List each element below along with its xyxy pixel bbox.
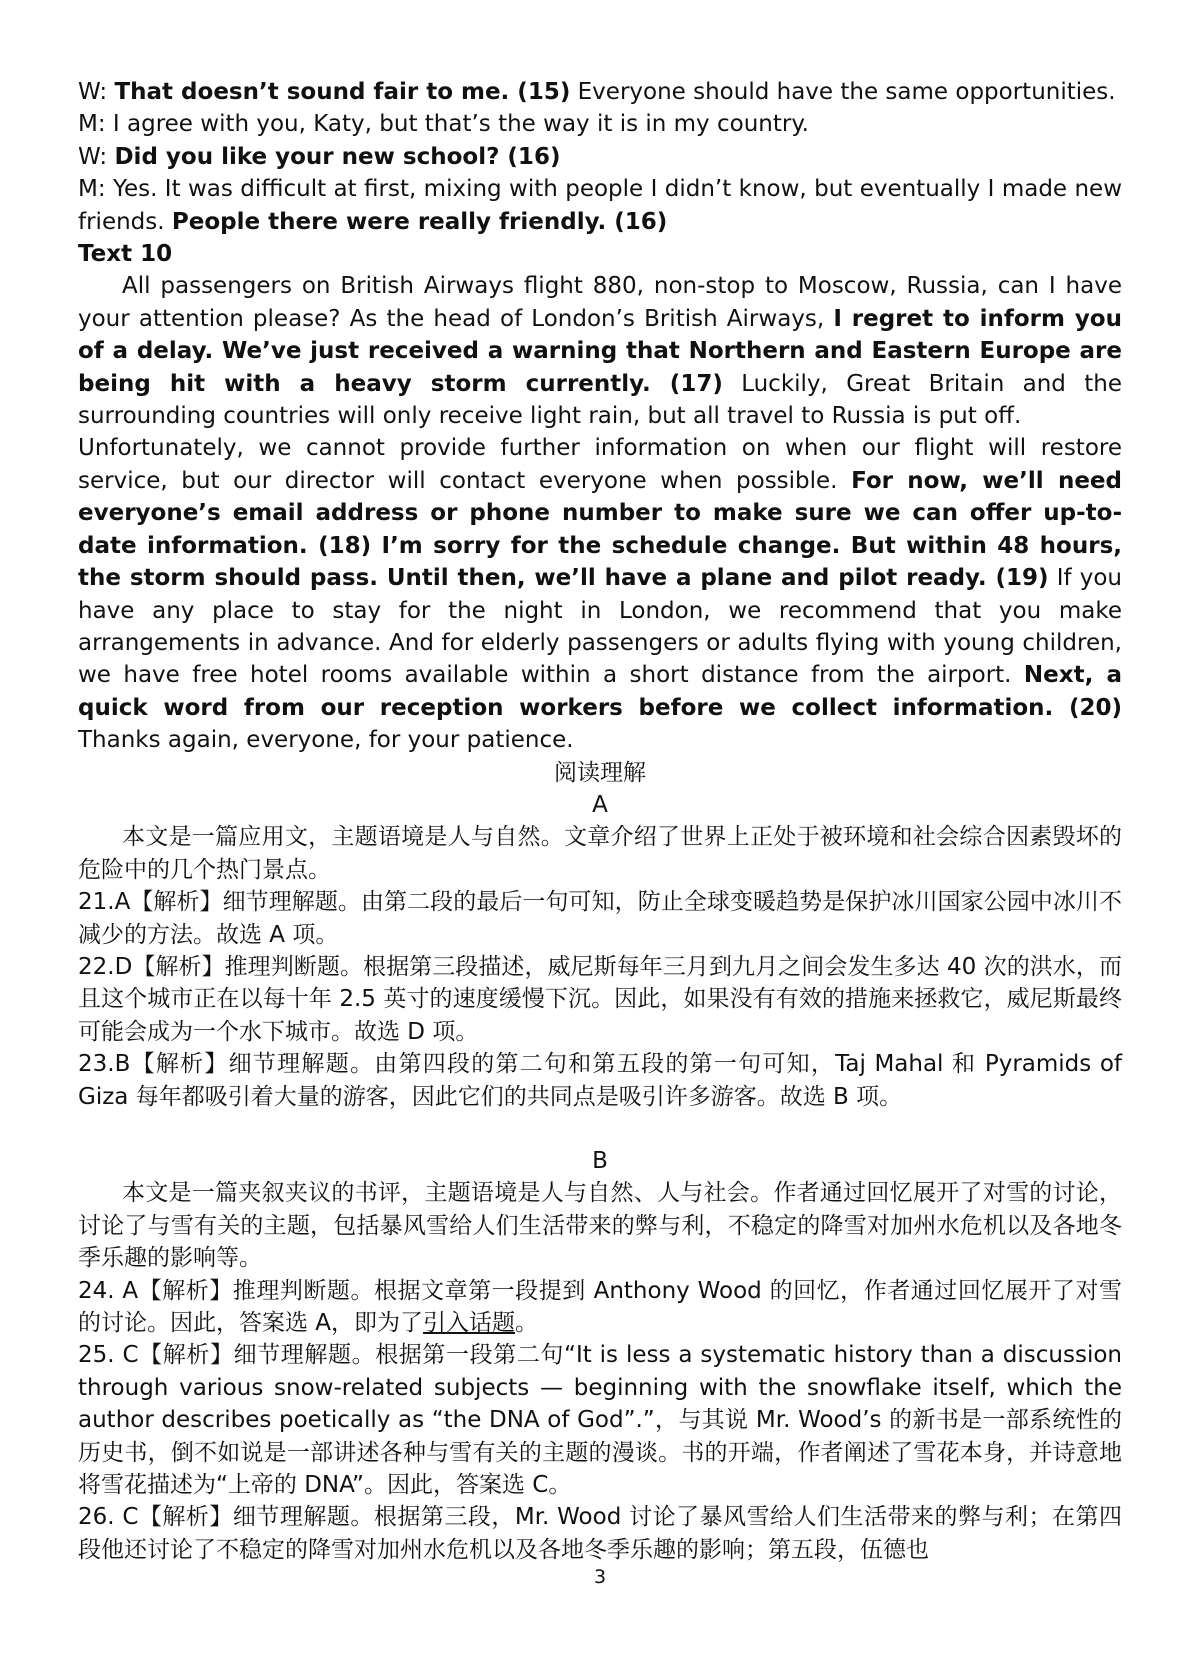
answer-21: 21.A【解析】细节理解题。由第二段的最后一句可知，防止全球变暖趋势是保护冰川国家公园中冰川不减少的方法。故选 A 项。 (78, 889, 1122, 948)
dialogue-text: M: Yes. It was difficult at first, mixing with people I didn’t know, but eventually I made new friends. (78, 176, 1122, 235)
section-b-letter: B (592, 1148, 608, 1174)
dialogue-line-16b (78, 173, 1122, 238)
dialogue-text: Everyone should have the same opportunities. (570, 79, 1116, 105)
answer-24 (78, 1275, 1122, 1340)
paragraph-text: Thanks again, everyone, for your patience. (78, 727, 574, 754)
dialogue-line-15 (78, 76, 1122, 108)
text10-paragraph-1 (78, 270, 1122, 432)
answer-22: 22.D【解析】推理判断题。根据第三段描述，威尼斯每年三月到九月之间会发生多达 40 次的洪水，而且这个城市正在以每十年 2.5 英寸的速度缓慢下沉。因此，如果没有有效的措施来拯救它，威尼斯最终可能会成为一个水下城市。故选 D 项。 (78, 953, 1122, 1045)
section-a-letter: A (592, 791, 608, 818)
reading-heading: 阅读理解 (554, 759, 646, 786)
paragraph-text: If you have any place to stay for the night in London, we recommend that you make arrangements in advance. And for elderly passengers or adults flying with young children, we have free hotel rooms available within a short distance from the airport. (78, 565, 1122, 689)
answer-highlight: Did you like your new school? (16) (114, 143, 561, 170)
dialogue-line-16 (78, 141, 1122, 173)
answer-highlight: For now, we’ll need everyone’s email address or phone number to make sure we can offer up-to-date information. (18) I’m sorry for the schedule change. But within 48 hours, the storm should pass. Until then, we’ll have a plane and pilot ready. (19) (78, 467, 1122, 592)
answer-highlight: That doesn’t sound fair to me. (15) (114, 79, 571, 105)
answer-26: 26. C【解析】细节理解题。根据第三段，Mr. Wood 讨论了暴风雪给人们生活带来的弊与利；在第四段他还讨论了不稳定的降雪对加州水危机以及各地冬季乐趣的影响；第五段，伍德也 (78, 1504, 1122, 1563)
paragraph-text: Unfortunately, we cannot provide further information on when our flight will restore service, but our director will contact everyone when possible. (78, 435, 1122, 494)
underlined-phrase: 引入话题 (423, 1310, 516, 1337)
answer-highlight: I regret to inform you of a delay. We’ve just received a warning that Northern and Eastern Europe are being hit with a heavy storm currently. (17) (78, 305, 1122, 397)
speaker-label: W: (78, 143, 115, 170)
dialogue-line: M: I agree with you, Katy, but that’s the way it is in my country. (78, 111, 809, 138)
section-spacer (78, 1113, 1122, 1145)
answer-23: 23.B【解析】细节理解题。由第四段的第二句和第五段的第一句可知，Taj Mahal 和 Pyramids of Giza 每年都吸引着大量的游客，因此它们的共同点是吸引许多游客。故选 B 项。 (78, 1051, 1122, 1110)
answer-text: 24. A【解析】推理判断题。根据文章第一段提到 Anthony Wood 的回忆，作者通过回忆展开了对雪的讨论。因此，答案选 A，即为了 (78, 1277, 1122, 1337)
speaker-label: W: (78, 79, 115, 105)
paragraph-text: Luckily, Great Britain and the surrounding countries will only receive light rain, but all travel to Russia is put off. (78, 370, 1122, 430)
answer-25: 25. C【解析】细节理解题。根据第一段第二句“It is less a systematic history than a discussion through various snow-related subjects — beginning with the snowflake itself, which the author describes poetically as “the DNA of God”.”，与其说 Mr. Wood’s 的新书是一部系统性的历史书，倒不如说是一部讲述各种与雪有关的主题的漫谈。书的开端，作者阐述了雪花本身，并诗意地将雪花描述为“上帝的 DNA”。因此，答案选 C。 (78, 1342, 1122, 1499)
answer-text: 。 (515, 1310, 539, 1337)
section-b-intro: 本文是一篇夹叙夹议的书评，主题语境是人与自然、人与社会。作者通过回忆展开了对雪的讨论，讨论了与雪有关的主题，包括暴风雪给人们生活带来的弊与利，不稳定的降雪对加州水危机以及各地冬季乐趣的影响等。 (78, 1180, 1122, 1272)
paragraph-text: All passengers on British Airways flight 880, non-stop to Moscow, Russia, can I have your attention please? As the head of London’s British Airways, (78, 273, 1122, 332)
answer-highlight: People there were really friendly. (16) (171, 208, 668, 235)
page-number: 3 (593, 1566, 607, 1588)
document-page (78, 76, 1122, 1566)
text10-paragraph-2 (78, 432, 1122, 756)
text10-heading: Text 10 (78, 241, 173, 268)
answer-highlight: Next, a quick word from our reception workers before we collect information. (20) (78, 662, 1122, 721)
section-a-intro: 本文是一篇应用文，主题语境是人与自然。文章介绍了世界上正处于被环境和社会综合因素毁坏的危险中的几个热门景点。 (78, 824, 1122, 883)
